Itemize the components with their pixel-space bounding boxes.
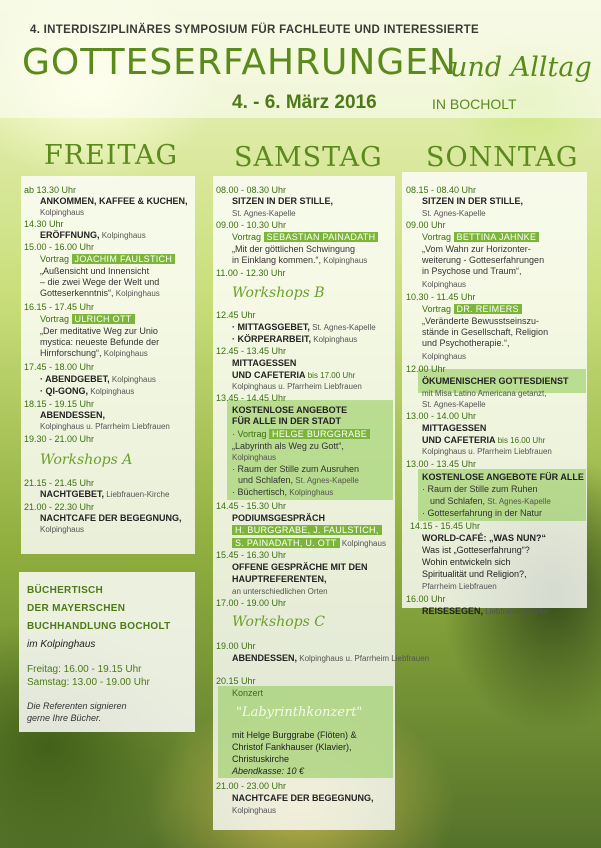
sun-item: REISESEGEN, Liebfrauen-Kirche xyxy=(422,606,549,616)
sun-item: WORLD-CAFÉ: „WAS NUN?“ xyxy=(422,533,546,543)
sat-panel-speakers: S. PAINADATH, U. OTT Kolpinghaus xyxy=(232,538,386,549)
sun-time: 10.30 - 11.45 Uhr xyxy=(406,292,476,302)
sun-item: Was ist „Gotteserfahrung“? xyxy=(422,545,530,555)
sun-time: 13.00 - 14.00 Uhr xyxy=(406,411,477,421)
sat-item: FÜR ALLE IN DER STADT xyxy=(232,416,341,426)
book-table-box xyxy=(19,572,195,732)
sat-item: UND CAFETERIA bis 17.00 Uhr xyxy=(232,370,356,380)
sun-loc: Kolpinghaus xyxy=(422,352,467,361)
sun-item: Spiritualität und Religion?, xyxy=(422,569,527,579)
sun-talk-title: „Vom Wahn zur Horizonter- xyxy=(422,244,531,254)
fri-time: 17.45 - 18.00 Uhr xyxy=(24,362,95,372)
sun-talk-title: stände in Gesellschaft, Religion xyxy=(422,327,549,337)
sat-item: · KÖRPERARBEIT, Kolpinghaus xyxy=(232,334,358,344)
sat-time: 11.00 - 12.30 Uhr xyxy=(216,268,286,278)
workshops-a-label: Workshops A xyxy=(40,452,133,468)
sun-loc: Pfarrheim Liebfrauen xyxy=(422,582,497,591)
sat-time: 19.00 Uhr xyxy=(216,641,256,651)
sat-talk-title: „Mit der göttlichen Schwingung xyxy=(232,244,356,254)
speaker-tag: JOACHIM FAULSTICH xyxy=(72,254,176,264)
book-hours-saturday: Samstag: 13.00 - 19.00 Uhr xyxy=(27,677,150,688)
fri-item: · QI-GONG, Kolpinghaus xyxy=(40,386,135,396)
concert-label: Konzert xyxy=(232,688,264,698)
day-title-saturday: SAMSTAG xyxy=(234,142,383,173)
sun-item: MITTAGESSEN xyxy=(422,423,487,433)
fri-time: 14.30 Uhr xyxy=(24,219,64,229)
concert-price: Abendkasse: 10 € xyxy=(232,766,305,776)
sat-time: 21.00 - 23.00 Uhr xyxy=(216,781,287,791)
fri-item: NACHTGEBET, Liebfrauen-Kirche xyxy=(40,489,170,499)
sat-item: KOSTENLOSE ANGEBOTE xyxy=(232,405,348,415)
fri-time: 21.00 - 22.30 Uhr xyxy=(24,502,95,512)
book-title: DER MAYERSCHEN xyxy=(27,603,126,614)
sun-item: KOSTENLOSE ANGEBOTE FÜR ALLE xyxy=(422,472,584,482)
sat-loc: St. Agnes-Kapelle xyxy=(232,209,296,218)
sat-time: 13.45 - 14.45 Uhr xyxy=(216,393,287,403)
concert-venue: Christuskirche xyxy=(232,754,290,764)
event-title: GOTTESERFAHRUNGEN xyxy=(22,42,457,83)
fri-loc: Kolpinghaus xyxy=(40,525,85,534)
fri-time: 19.30 - 21.00 Uhr xyxy=(24,434,95,444)
fri-talk-title: Gotteserkenntnis“, Kolpinghaus xyxy=(40,288,160,298)
sun-time: 09.00 Uhr xyxy=(406,220,446,230)
sat-item: · MITTAGSGEBET, St. Agnes-Kapelle xyxy=(232,322,376,332)
sun-talk-title: weiterung - Gotteserfahrungen xyxy=(422,255,545,265)
fri-item: ANKOMMEN, KAFFEE & KUCHEN, xyxy=(40,196,188,206)
sat-loc: an unterschiedlichen Orten xyxy=(232,587,328,596)
book-title: BUCHHANDLUNG BOCHOLT xyxy=(27,621,171,632)
sat-talk-title: in Einklang kommen.“, Kolpinghaus xyxy=(232,255,368,265)
sun-time: 08.15 - 08.40 Uhr xyxy=(406,185,477,195)
fri-time: 18.15 - 19.15 Uhr xyxy=(24,399,95,409)
sat-time: 08.00 - 08.30 Uhr xyxy=(216,185,287,195)
event-subtitle: 4. INTERDISZIPLINÄRES SYMPOSIUM FÜR FACHLEUTE UND INTERESSIERTE xyxy=(30,24,479,36)
sat-loc: Kolpinghaus xyxy=(232,806,277,815)
sat-time: 14.45 - 15.30 Uhr xyxy=(216,501,287,511)
sun-item: und Schlafen, St. Agnes-Kapelle xyxy=(430,496,551,506)
sat-item: HAUPTREFERENTEN, xyxy=(232,574,327,584)
sun-item: SITZEN IN DER STILLE, xyxy=(422,196,524,206)
day-title-sunday: SONNTAG xyxy=(426,142,579,173)
sat-talk: Vortrag SEBASTIAN PAINADATH xyxy=(232,232,378,243)
fri-talk: Vortrag JOACHIM FAULSTICH xyxy=(40,254,175,265)
day-title-friday: FREITAG xyxy=(44,140,179,171)
sun-loc: mit Misa Latino Americana getanzt, xyxy=(422,389,547,398)
event-date: 4. - 6. März 2016 xyxy=(232,92,377,113)
sat-loc: Kolpinghaus u. Pfarrheim Liebfrauen xyxy=(232,382,362,391)
fri-time: 15.00 - 16.00 Uhr xyxy=(24,242,95,252)
concert-detail: Christof Fankhauser (Klavier), xyxy=(232,742,352,752)
sun-item: UND CAFETERIA bis 16.00 Uhr xyxy=(422,435,546,445)
sat-time: 12.45 Uhr xyxy=(216,310,256,320)
book-hours-friday: Freitag: 16.00 - 19.15 Uhr xyxy=(27,664,142,675)
sun-talk: Vortrag DR. REIMERS xyxy=(422,304,522,315)
speaker-tag: HELGE BURGGRABE xyxy=(269,429,370,439)
sat-item: SITZEN IN DER STILLE, xyxy=(232,196,334,206)
fri-time: 21.15 - 21.45 Uhr xyxy=(24,478,95,488)
sun-item: · Raum der Stille zum Ruhen xyxy=(422,484,538,494)
sat-item: · Raum der Stille zum Ausruhen xyxy=(232,464,360,474)
sun-time: 13.00 - 13.45 Uhr xyxy=(406,459,477,469)
book-title: BÜCHERTISCH xyxy=(27,585,104,596)
sat-item: und Schlafen, St. Agnes-Kapelle xyxy=(238,475,359,485)
fri-loc: Kolpinghaus xyxy=(40,208,85,217)
sun-time: 14.15 - 15.45 Uhr xyxy=(410,521,481,531)
sun-talk: Vortrag BETTINA JAHNKE xyxy=(422,232,539,243)
sat-item: OFFENE GESPRÄCHE MIT DEN xyxy=(232,562,368,572)
sat-time: 20.15 Uhr xyxy=(216,676,256,686)
sat-panel-speakers: H. BURGGRABE, J. FAULSTICH, xyxy=(232,525,382,536)
sat-loc: Kolpinghaus xyxy=(232,453,277,462)
sat-item: MITTAGESSEN xyxy=(232,358,297,368)
fri-time: ab 13.30 Uhr xyxy=(24,185,77,195)
fri-item: ERÖFFNUNG, Kolpinghaus xyxy=(40,230,146,240)
book-note: Die Referenten signieren xyxy=(27,701,127,711)
sat-item: ABENDESSEN, Kolpinghaus u. Pfarrheim Liebfrauen xyxy=(232,653,430,663)
sun-talk-title: „Veränderte Bewusstseinszu- xyxy=(422,316,540,326)
sun-loc: Kolpinghaus u. Pfarrheim Liebfrauen xyxy=(422,447,552,456)
sat-time: 09.00 - 10.30 Uhr xyxy=(216,220,287,230)
sun-item: ÖKUMENISCHER GOTTESDIENST xyxy=(422,376,569,386)
concert-title: "Labyrinthkonzert" xyxy=(236,705,363,720)
sat-time: 12.45 - 13.45 Uhr xyxy=(216,346,287,356)
sat-item: · Büchertisch, Kolpinghaus xyxy=(232,487,334,497)
sun-loc: St. Agnes-Kapelle xyxy=(422,400,486,409)
sun-talk-title: in Psychose und Traum“, xyxy=(422,266,522,276)
sun-time: 12.00 Uhr xyxy=(406,364,446,374)
fri-item: ABENDESSEN, xyxy=(40,410,106,420)
sun-item: Wohin entwickeln sich xyxy=(422,557,511,567)
sun-time: 16.00 Uhr xyxy=(406,594,446,604)
sun-talk-title: und Psychotherapie.“, xyxy=(422,338,510,348)
book-note: gerne Ihre Bücher. xyxy=(27,713,102,723)
workshops-c-label: Workshops C xyxy=(232,614,325,630)
event-title-script: – und Alltag xyxy=(428,52,592,83)
fri-time: 16.15 - 17.45 Uhr xyxy=(24,302,95,312)
sat-time: 15.45 - 16.30 Uhr xyxy=(216,550,287,560)
fri-loc: Kolpinghaus u. Pfarrheim Liebfrauen xyxy=(40,422,170,431)
fri-item: NACHTCAFE DER BEGEGNUNG, xyxy=(40,513,182,523)
fri-talk-title: – die zwei Wege der Welt und xyxy=(40,277,160,287)
sun-loc: St. Agnes-Kapelle xyxy=(422,209,486,218)
sat-talk: · Vortrag HELGE BURGGRABE xyxy=(232,429,370,440)
workshops-b-label: Workshops B xyxy=(232,285,325,301)
concert-detail: mit Helge Burggrabe (Flöten) & xyxy=(232,730,357,740)
fri-talk-title: Hirnforschung“, Kolpinghaus xyxy=(40,348,148,358)
event-place: IN BOCHOLT xyxy=(432,96,517,112)
speaker-tag: BETTINA JAHNKE xyxy=(454,232,540,242)
speaker-tag: DR. REIMERS xyxy=(454,304,522,314)
speaker-tag: SEBASTIAN PAINADATH xyxy=(264,232,379,242)
sat-time: 17.00 - 19.00 Uhr xyxy=(216,598,287,608)
sat-item: NACHTCAFE DER BEGEGNUNG, xyxy=(232,793,374,803)
fri-talk-title: mystica: neueste Befunde der xyxy=(40,337,160,347)
fri-item: · ABENDGEBET, Kolpinghaus xyxy=(40,374,156,384)
sun-loc: Kolpinghaus xyxy=(422,280,467,289)
fri-talk-title: „Außensicht und Innensicht xyxy=(40,266,150,276)
fri-talk-title: „Der meditative Weg zur Unio xyxy=(40,326,158,336)
sun-item: · Gotteserfahrung in der Natur xyxy=(422,508,543,518)
book-location: im Kolpinghaus xyxy=(27,639,96,650)
sat-talk-title: „Labyrinth als Weg zu Gott“, xyxy=(232,441,344,451)
speaker-tag: ULRICH OTT xyxy=(72,314,135,324)
fri-talk: Vortrag ULRICH OTT xyxy=(40,314,135,325)
sat-item: PODIUMSGESPRÄCH xyxy=(232,513,326,523)
